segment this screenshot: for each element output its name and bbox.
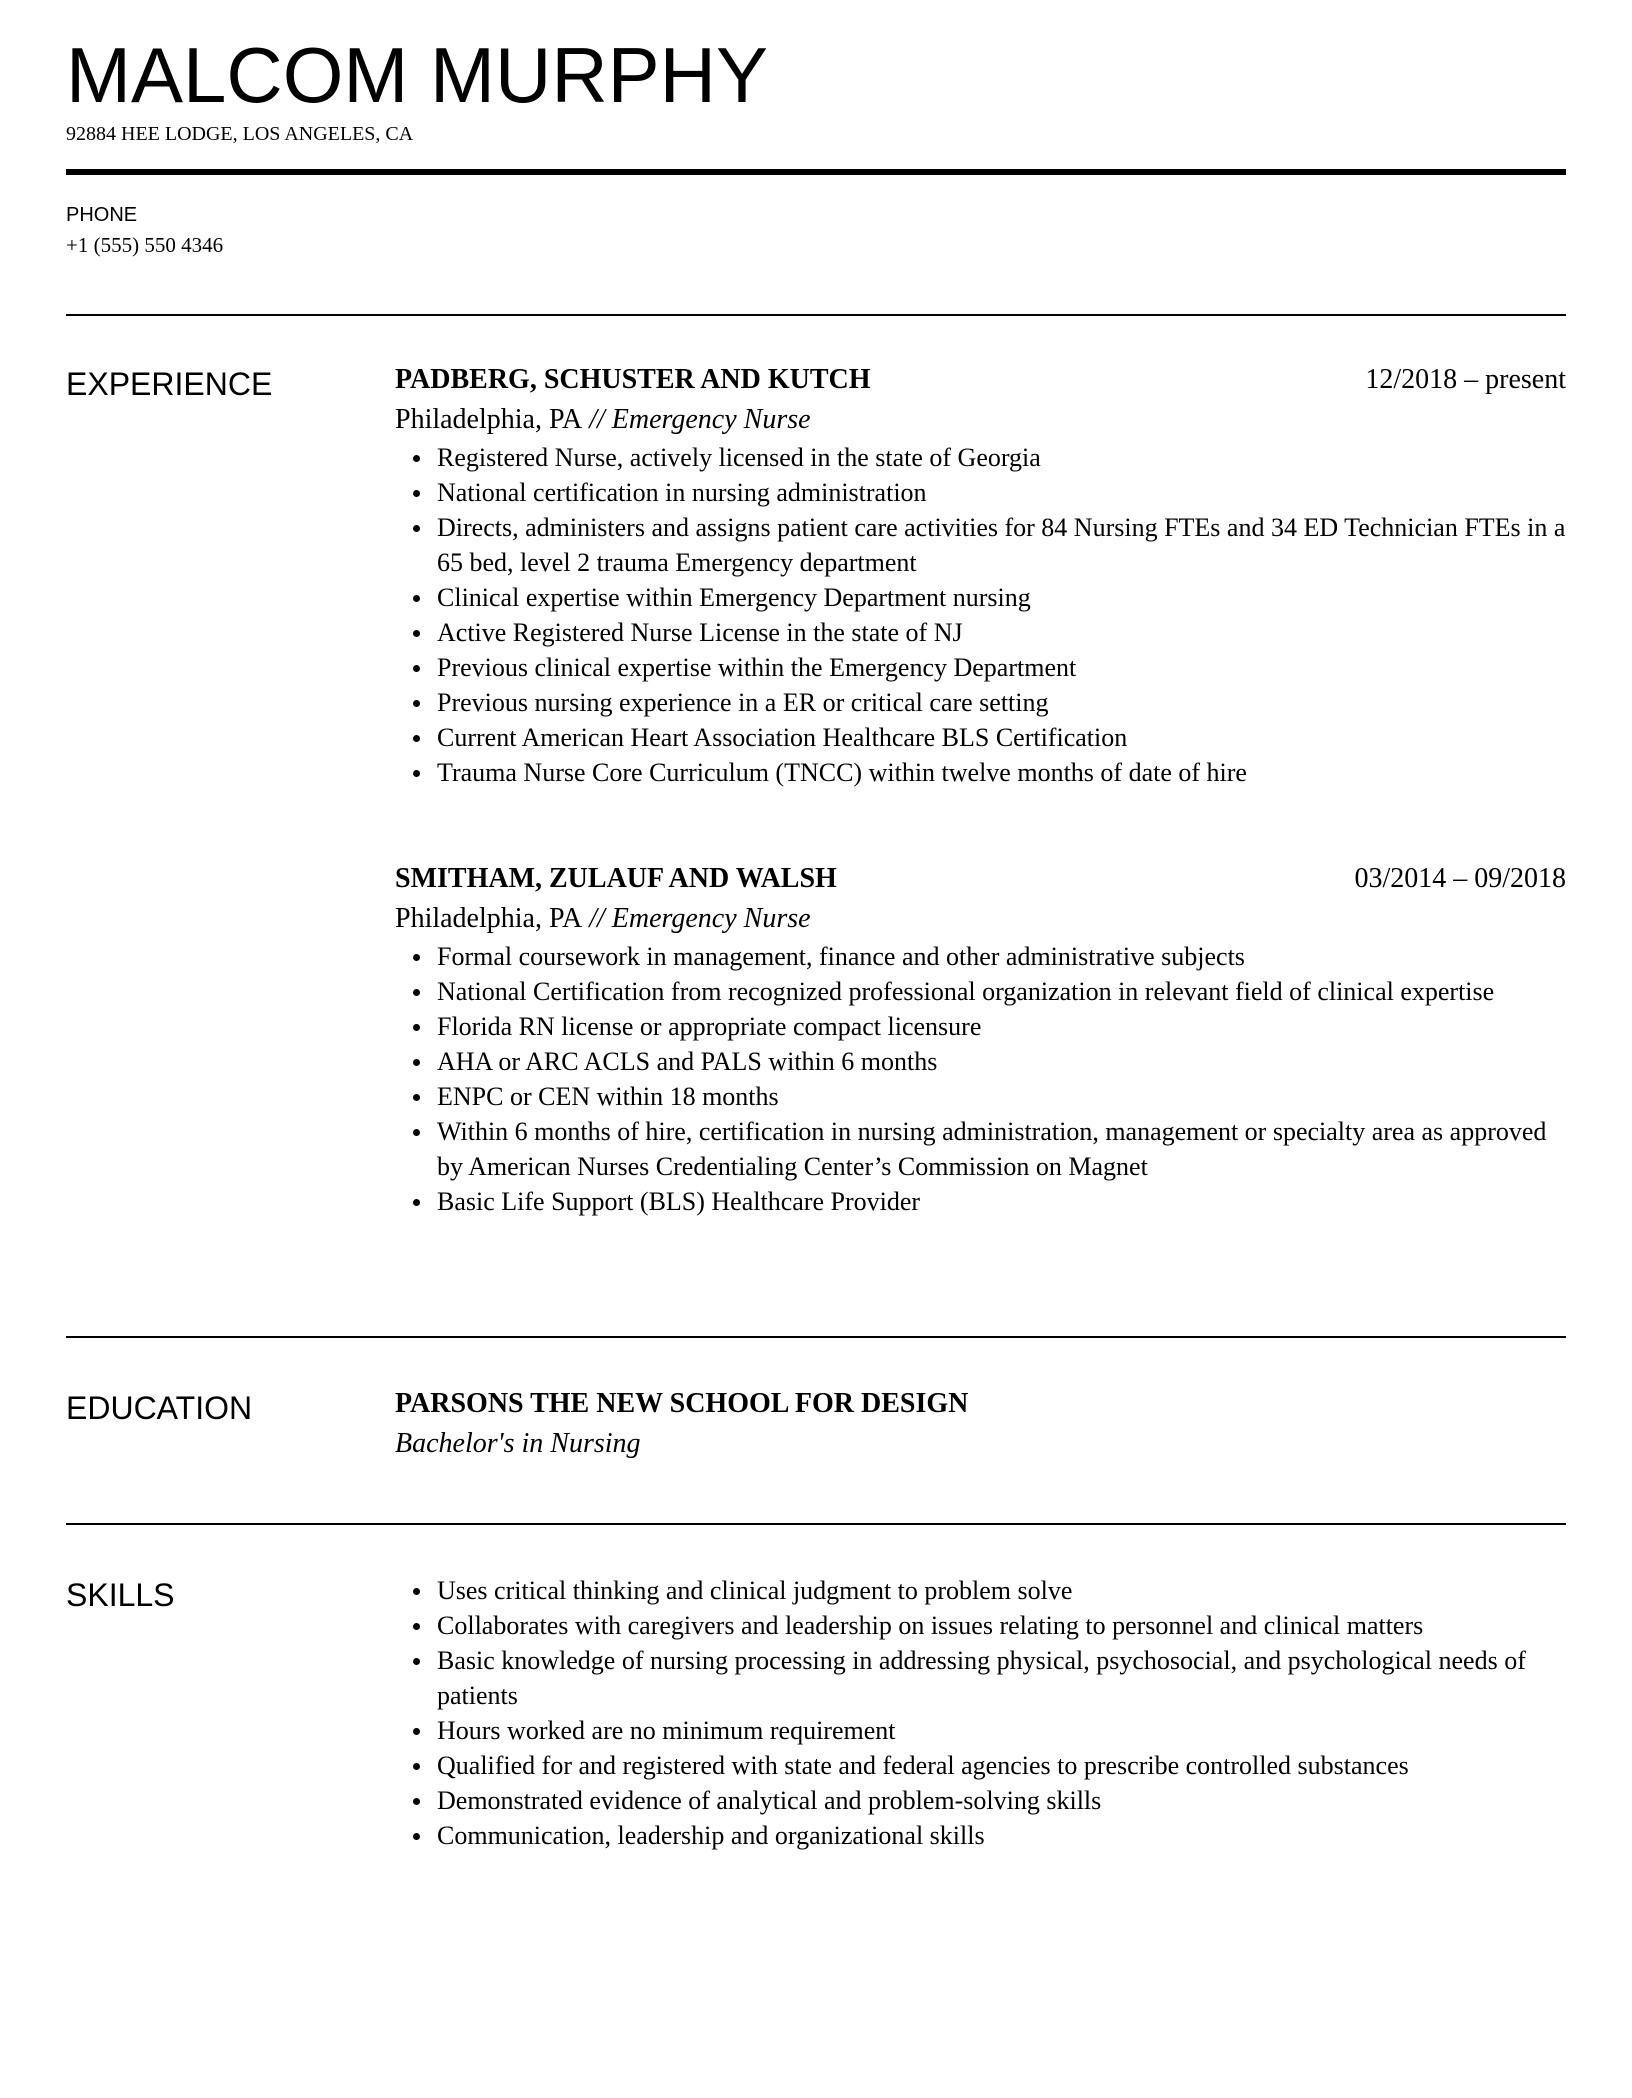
- header-divider: [66, 169, 1566, 175]
- experience-job: [395, 360, 1566, 790]
- job-separator: //: [582, 903, 612, 934]
- school-name: PARSONS THE NEW SCHOOL FOR DESIGN: [395, 1388, 969, 1419]
- education-entry: [395, 1384, 1566, 1464]
- phone-number: +1 (555) 550 4346: [66, 233, 224, 257]
- job-location: Philadelphia, PA: [395, 404, 583, 435]
- list-item: Communication, leadership and organizational skills: [395, 1818, 1566, 1853]
- phone-label: PHONE: [66, 204, 138, 226]
- job-company: SMITHAM, ZULAUF AND WALSH: [395, 863, 837, 894]
- job-header: [395, 859, 1566, 899]
- skills-list-wrap: [395, 1573, 1566, 1853]
- education-title: EDUCATION: [66, 1390, 253, 1426]
- list-item: Directs, administers and assigns patient care activities for 84 Nursing FTEs and 34 ED Technician FTEs in a 65 bed, level 2 trauma Emergency department: [395, 510, 1566, 580]
- job-bullets: [395, 440, 1566, 790]
- list-item: Basic knowledge of nursing processing in addressing physical, psychosocial, and psychological needs of patients: [395, 1643, 1566, 1713]
- list-item: Qualified for and registered with state and federal agencies to prescribe controlled substances: [395, 1748, 1566, 1783]
- job-separator: //: [582, 404, 612, 435]
- list-item: Demonstrated evidence of analytical and problem-solving skills: [395, 1783, 1566, 1818]
- list-item: Registered Nurse, actively licensed in the state of Georgia: [395, 440, 1566, 475]
- list-item: Collaborates with caregivers and leadership on issues relating to personnel and clinical matters: [395, 1608, 1566, 1643]
- list-item: ENPC or CEN within 18 months: [395, 1079, 1566, 1114]
- list-item: Uses critical thinking and clinical judgment to problem solve: [395, 1573, 1566, 1608]
- section-divider: [66, 1336, 1566, 1338]
- list-item: Active Registered Nurse License in the state of NJ: [395, 615, 1566, 650]
- job-header: [395, 360, 1566, 400]
- experience-title: EXPERIENCE: [66, 366, 273, 402]
- list-item: Previous nursing experience in a ER or critical care setting: [395, 685, 1566, 720]
- section-divider: [66, 1523, 1566, 1525]
- list-item: Basic Life Support (BLS) Healthcare Provider: [395, 1184, 1566, 1219]
- job-role: Emergency Nurse: [611, 903, 811, 934]
- job-dates: 12/2018 – present: [1365, 364, 1566, 395]
- list-item: Formal coursework in management, finance and other administrative subjects: [395, 939, 1566, 974]
- list-item: Previous clinical expertise within the Emergency Department: [395, 650, 1566, 685]
- list-item: Trauma Nurse Core Curriculum (TNCC) within twelve months of date of hire: [395, 755, 1566, 790]
- section-divider: [66, 314, 1566, 316]
- list-item: Florida RN license or appropriate compact licensure: [395, 1009, 1566, 1044]
- skills-list: [395, 1573, 1566, 1853]
- list-item: Current American Heart Association Healthcare BLS Certification: [395, 720, 1566, 755]
- address: 92884 HEE LODGE, LOS ANGELES, CA: [66, 123, 414, 145]
- list-item: National Certification from recognized professional organization in relevant field of clinical expertise: [395, 974, 1566, 1009]
- job-company: PADBERG, SCHUSTER AND KUTCH: [395, 364, 871, 395]
- experience-job: [395, 859, 1566, 1219]
- degree: Bachelor's in Nursing: [395, 1428, 641, 1459]
- list-item: National certification in nursing administration: [395, 475, 1566, 510]
- candidate-name: MALCOM MURPHY: [66, 31, 769, 119]
- job-role: Emergency Nurse: [611, 404, 811, 435]
- list-item: Clinical expertise within Emergency Department nursing: [395, 580, 1566, 615]
- job-subline: [395, 400, 1566, 440]
- job-location: Philadelphia, PA: [395, 903, 583, 934]
- list-item: AHA or ARC ACLS and PALS within 6 months: [395, 1044, 1566, 1079]
- job-subline: [395, 899, 1566, 939]
- job-bullets: [395, 939, 1566, 1219]
- job-dates: 03/2014 – 09/2018: [1354, 863, 1566, 894]
- skills-title: SKILLS: [66, 1577, 175, 1613]
- list-item: Within 6 months of hire, certification in nursing administration, management or specialty area as approved by American Nurses Credentialing Center’s Commission on Magnet: [395, 1114, 1566, 1184]
- list-item: Hours worked are no minimum requirement: [395, 1713, 1566, 1748]
